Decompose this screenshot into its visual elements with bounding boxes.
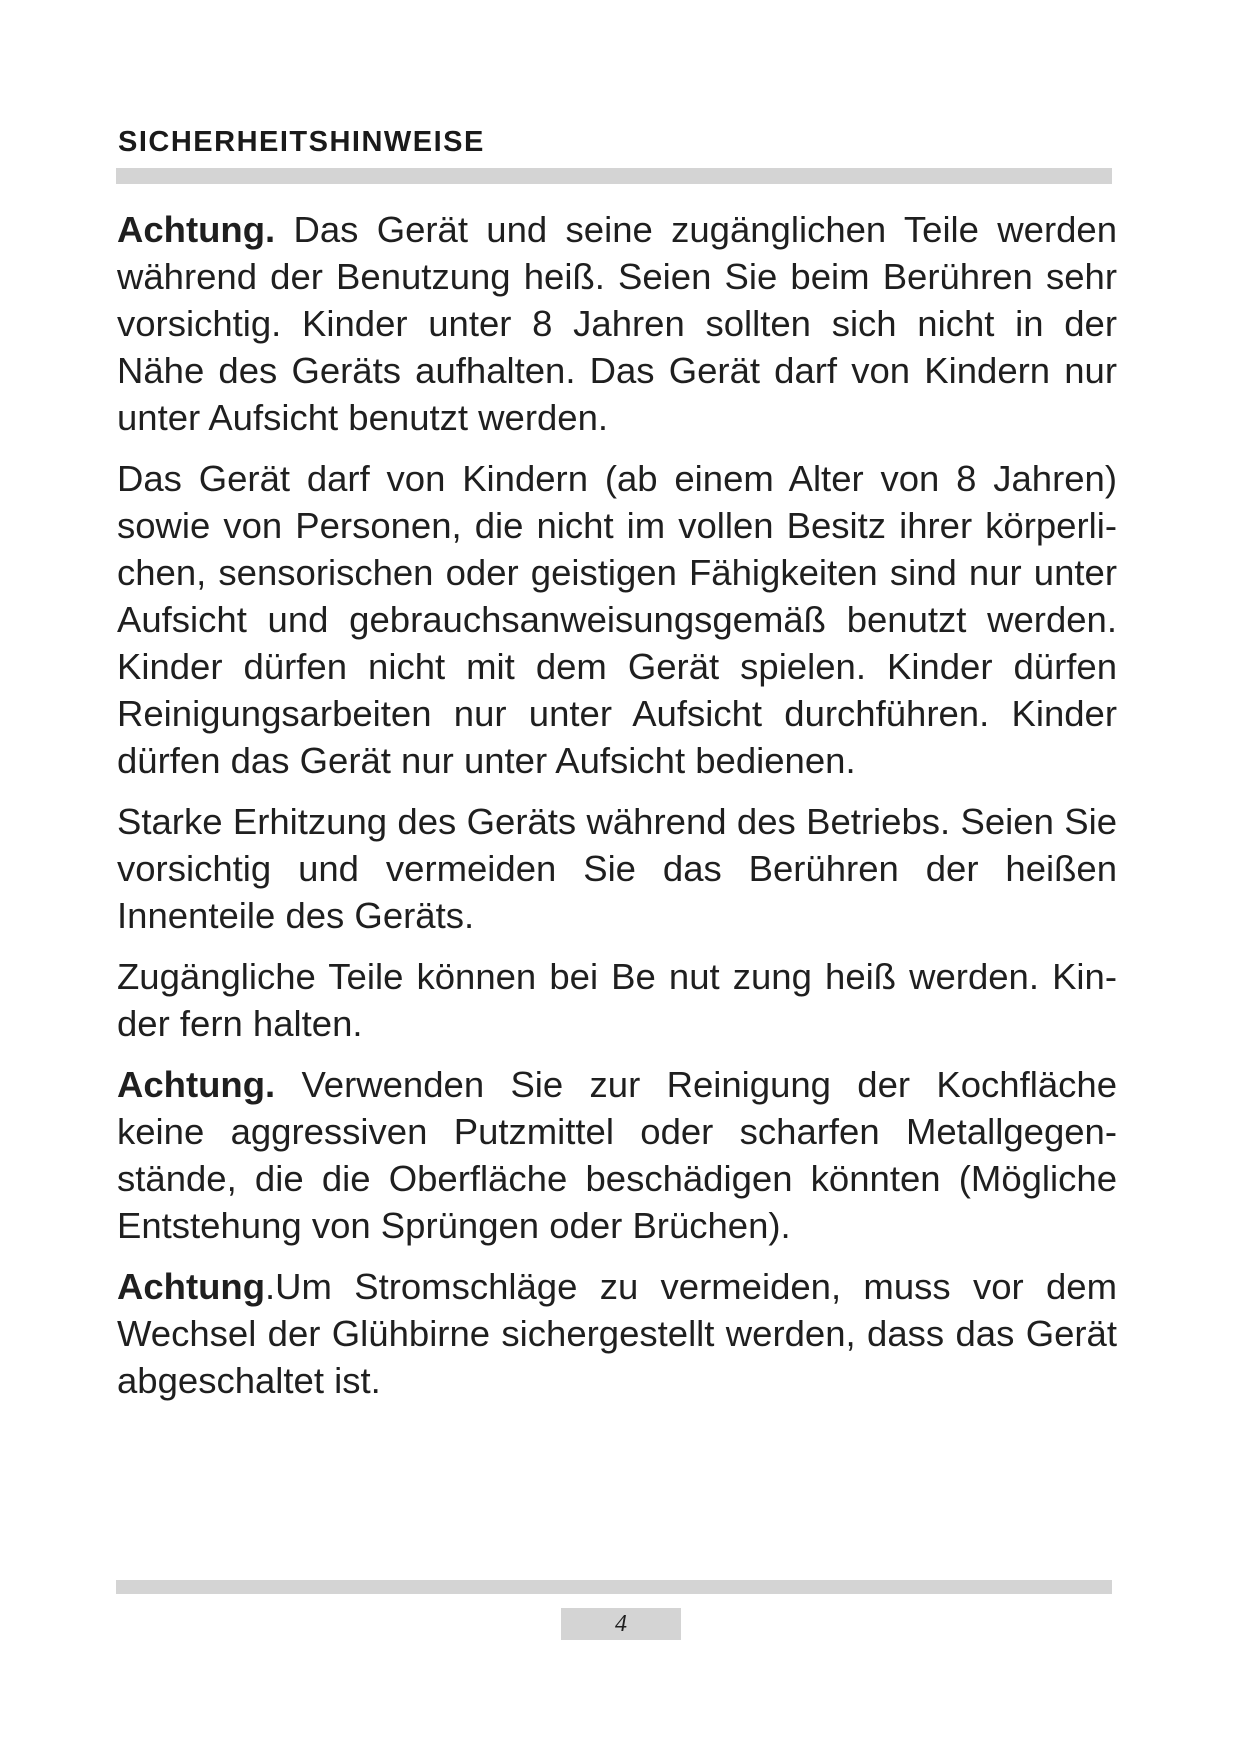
paragraph-1-text: Das Gerät und seine zugänglichen Teile werden während der Benutzung heiß. Seien Sie beim Berühren sehr vorsichtig. Kinder unter 8 Jahren sollten sich nicht in der Nähe des Geräts aufhalten. Das Gerät darf von Kindern nur unter Aufsicht benutzt werden. <box>117 209 1117 438</box>
paragraph-3-text: Starke Erhitzung des Geräts während des Betriebs. Seien Sie vorsichtig und vermeiden Sie das Berühren der heißen Innenteile des Geräts. <box>117 801 1117 936</box>
paragraph-3 <box>117 798 1117 939</box>
paragraph-4 <box>117 953 1117 1047</box>
header-rule <box>116 168 1112 184</box>
paragraph-6 <box>117 1263 1117 1404</box>
paragraph-1 <box>117 206 1117 441</box>
footer-rule <box>116 1580 1112 1594</box>
page-number: 4 <box>561 1608 681 1640</box>
paragraph-6-lead: Achtung <box>117 1266 265 1307</box>
paragraph-5-lead: Achtung. <box>117 1064 276 1105</box>
paragraph-6-text: .Um Stromschläge zu vermeiden, muss vor dem Wechsel der Glühbirne sichergestellt werden, dass das Gerät abgeschaltet ist. <box>117 1266 1117 1401</box>
paragraph-2 <box>117 455 1117 784</box>
paragraph-5 <box>117 1061 1117 1249</box>
paragraph-4-text: Zugängliche Teile können bei Be nut zung heiß werden. Kin-der fern halten. <box>117 956 1117 1044</box>
paragraph-5-text: Verwenden Sie zur Reinigung der Kochfläche keine aggressiven Putzmittel oder scharfen Metallgegen-stände, die die Oberfläche beschädigen könnten (Mögliche Entstehung von Sprüngen oder Brüchen). <box>117 1064 1117 1246</box>
content-body <box>117 206 1117 1418</box>
section-title: SICHERHEITSHINWEISE <box>118 126 485 158</box>
paragraph-2-text: Das Gerät darf von Kindern (ab einem Alter von 8 Jahren) sowie von Personen, die nicht im vollen Besitz ihrer körperli-chen, sensorischen oder geistigen Fähigkeiten sind nur unter Aufsicht und gebrauchsanweisungsgemäß benutzt werden. Kinder dürfen nicht mit dem Gerät spielen. Kinder dürfen Reinigungsarbeiten nur unter Aufsicht durchführen. Kinder dürfen das Gerät nur unter Aufsicht bedienen. <box>117 458 1117 781</box>
paragraph-1-lead: Achtung. <box>117 209 276 250</box>
